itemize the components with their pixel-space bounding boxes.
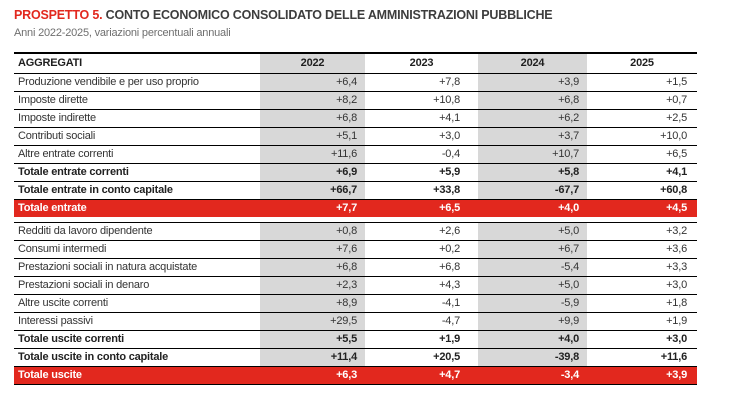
row-label: Consumi intermedi [14,240,260,258]
value-2022: +5,5 [260,330,365,348]
value-2024: +5,0 [478,222,587,240]
value-2024: +3,7 [478,127,587,145]
value-2024: -67,7 [478,181,587,199]
header-year-2023: 2023 [365,53,478,73]
table-row [14,294,697,312]
value-2023: +20,5 [365,348,478,366]
table-row [14,222,697,240]
value-2025: +60,8 [587,181,697,199]
row-label: Totale uscite [14,366,260,384]
value-2025: +3,9 [587,366,697,384]
table-row [14,127,697,145]
table-row [14,258,697,276]
value-2023: -0,4 [365,145,478,163]
value-2024: -5,9 [478,294,587,312]
row-label: Contributi sociali [14,127,260,145]
value-2024: +4,0 [478,330,587,348]
value-2022: +66,7 [260,181,365,199]
value-2022: +6,8 [260,109,365,127]
table-row [14,312,697,330]
row-label: Prestazioni sociali in natura acquistate [14,258,260,276]
value-2023: +6,5 [439,202,460,215]
row-label: Altre uscite correnti [14,294,260,312]
value-2025: +4,5 [666,202,687,215]
row-label: Produzione vendibile e per uso proprio [14,73,260,91]
value-2024: -3,4 [478,366,587,384]
row-label: Interessi passivi [14,312,260,330]
value-2025: +3,2 [587,222,697,240]
header-aggregati: AGGREGATI [14,53,260,73]
value-2023: +6,8 [365,258,478,276]
row-label: Imposte indirette [14,109,260,127]
page-title [14,8,552,22]
title-text: CONTO ECONOMICO CONSOLIDATO DELLE AMMINISTRAZIONI PUBBLICHE [102,8,553,22]
value-2024: -39,8 [478,348,587,366]
value-2022: +29,5 [260,312,365,330]
value-2024: +6,2 [478,109,587,127]
table-row [14,109,697,127]
row-label: Totale uscite in conto capitale [14,348,260,366]
value-2025: +11,6 [587,348,697,366]
value-2022: +8,2 [260,91,365,109]
value-2023: +10,8 [365,91,478,109]
value-2022: +11,6 [260,145,365,163]
row-label: Imposte dirette [14,91,260,109]
table-row [14,91,697,109]
value-2022: +0,8 [260,222,365,240]
row-label: Totale uscite correnti [14,330,260,348]
value-2025: +10,0 [587,127,697,145]
table-row [14,348,697,366]
value-2023: +3,0 [365,127,478,145]
header-year-2024: 2024 [478,53,587,73]
value-2023: +4,7 [365,366,478,384]
value-2024: +3,9 [478,73,587,91]
value-2023: +5,9 [365,163,478,181]
table-row [14,73,697,91]
value-2024: +5,8 [478,163,587,181]
table-row [14,145,697,163]
value-2025: +3,6 [587,240,697,258]
consolidated-accounts-table [14,52,697,385]
value-2022: +2,3 [260,276,365,294]
page-subtitle: Anni 2022-2025, variazioni percentuali annuali [14,27,231,39]
row-label: Prestazioni sociali in denaro [14,276,260,294]
value-2024: +4,0 [558,202,579,215]
value-2023: +2,6 [365,222,478,240]
value-2023: +4,1 [365,109,478,127]
header-year-2022: 2022 [260,53,365,73]
value-2023: +7,8 [365,73,478,91]
value-2025: +6,5 [587,145,697,163]
value-2025: +4,1 [587,163,697,181]
value-2024: -5,4 [478,258,587,276]
value-2022: +7,7 [336,202,357,215]
table-row [14,240,697,258]
value-2022: +6,8 [260,258,365,276]
value-2025: +1,9 [587,312,697,330]
value-2023: +1,9 [365,330,478,348]
table-row [14,199,697,217]
row-label: Totale entrate correnti [14,163,260,181]
value-2022: +6,9 [260,163,365,181]
value-2022: +8,9 [260,294,365,312]
value-2022: +11,4 [260,348,365,366]
value-2022: +6,4 [260,73,365,91]
value-2023: +33,8 [365,181,478,199]
value-2022: +5,1 [260,127,365,145]
table-body [14,73,697,384]
value-2025: +0,7 [587,91,697,109]
value-2025: +3,0 [587,276,697,294]
value-2023: +4,3 [365,276,478,294]
row-label: Redditi da lavoro dipendente [14,222,260,240]
row-label: Totale entrate in conto capitale [14,181,260,199]
row-label: Altre entrate correnti [14,145,260,163]
value-2025: +3,3 [587,258,697,276]
value-2023: +0,2 [365,240,478,258]
row-label: Totale entrate [18,202,87,215]
value-2025: +1,5 [587,73,697,91]
value-2023: -4,1 [365,294,478,312]
value-2024: +9,9 [478,312,587,330]
table-header-row [14,53,697,73]
header-year-2025: 2025 [587,53,697,73]
table-row [14,366,697,384]
value-2022: +6,3 [260,366,365,384]
table-row [14,163,697,181]
value-2025: +3,0 [587,330,697,348]
table-row [14,276,697,294]
value-2024: +5,0 [478,276,587,294]
value-2024: +10,7 [478,145,587,163]
title-prefix: PROSPETTO 5. [14,8,103,22]
table-row [14,330,697,348]
value-2023: -4,7 [365,312,478,330]
value-2024: +6,7 [478,240,587,258]
value-2025: +2,5 [587,109,697,127]
table-row [14,181,697,199]
value-2025: +1,8 [587,294,697,312]
value-2024: +6,8 [478,91,587,109]
value-2022: +7,6 [260,240,365,258]
